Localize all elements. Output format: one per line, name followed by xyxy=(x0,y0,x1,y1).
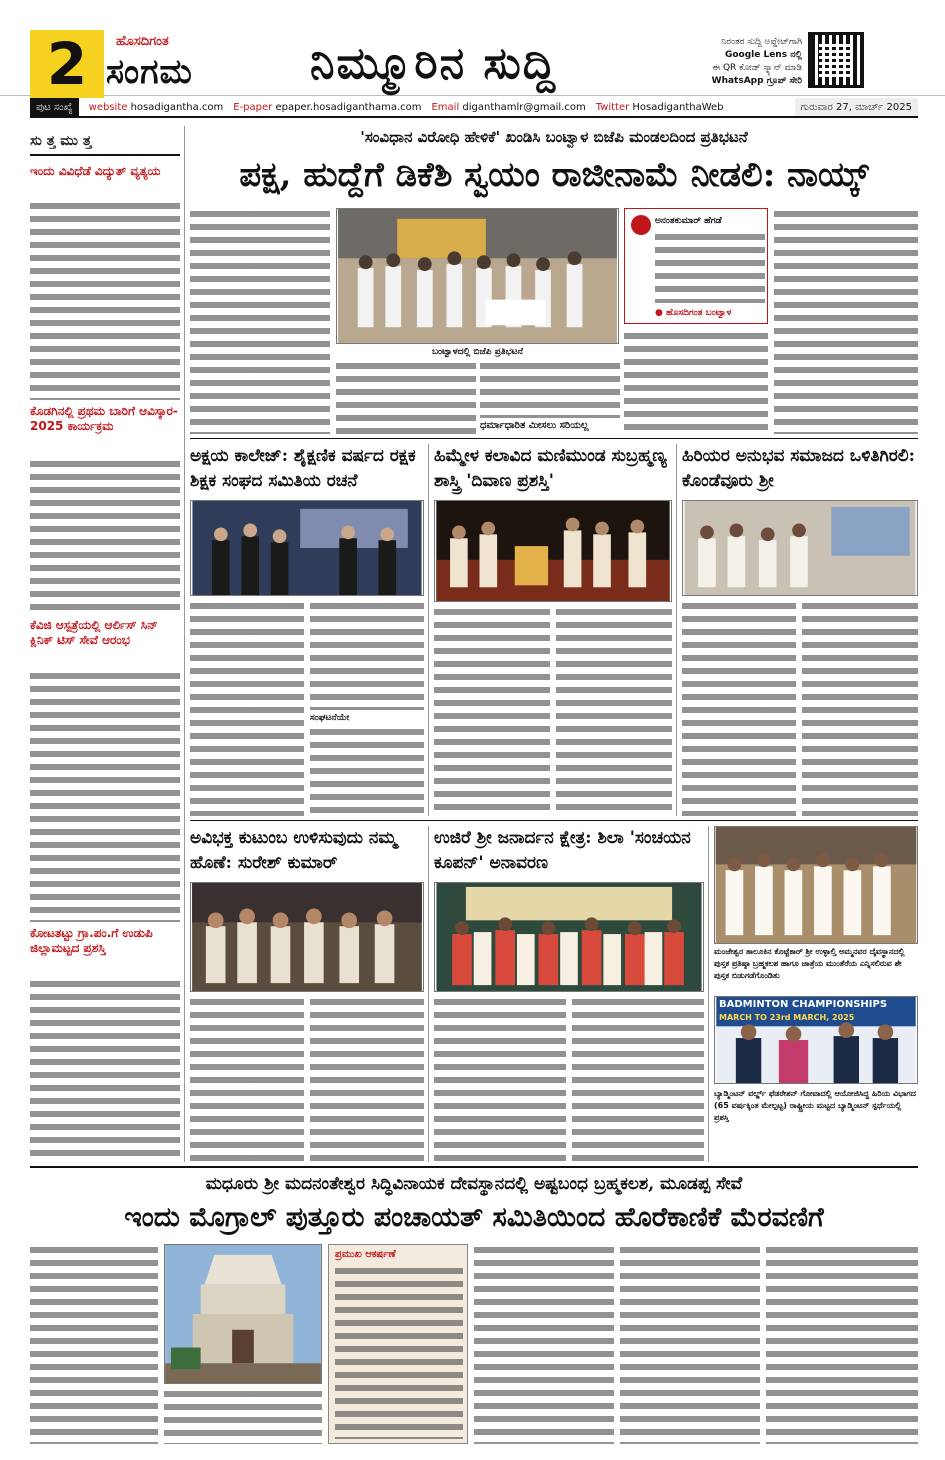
banner-dates: MARCH TO 23rd MARCH, 2025 xyxy=(719,1013,855,1022)
quote-byline: ● ಹೊಸದಿಗಂತ ಬಂಟ್ವಾಳ xyxy=(655,308,732,318)
row2-divider-1 xyxy=(428,444,429,816)
row2-story1-photo xyxy=(190,500,424,596)
lead-body-col-4 xyxy=(624,330,768,434)
twitter-label: Twitter xyxy=(595,102,630,113)
bottom-body-col-2 xyxy=(164,1388,322,1444)
quote-icon xyxy=(631,215,651,235)
left-story-3-body xyxy=(30,670,180,922)
row3-divider-1 xyxy=(428,826,429,1162)
lead-headline: ಪಕ್ಷ, ಹುದ್ದೆಗೆ ಡಿಕೆಶಿ ಸ್ವಯಂ ರಾಜೀನಾಮೆ ನೀಡಲಿ: ನಾಯ್ಕ್ xyxy=(239,155,869,195)
website-label: website xyxy=(88,102,128,113)
lead-subhead: ಧರ್ಮಾಧಾರಿತ ಮೀಸಲು ಸರಿಯಲ್ಲ xyxy=(480,420,589,431)
bottom-body-col-4 xyxy=(620,1244,760,1444)
row2-story3-photo xyxy=(682,500,918,596)
qr-instructions xyxy=(668,36,802,88)
row2-divider-2 xyxy=(676,444,677,816)
row2-story1-body-c xyxy=(310,726,424,816)
row3-story3-caption: ಮಂಜೇಶ್ವರ ತಾಲೂಕಿನ ಕೊಟ್ಟೆಕಾರ್ ಶ್ರೀ ಉಳ್ಳಾಲ್ತಿ ಅಮ್ಮನವರ ದೈವಸ್ಥಾನದಲ್ಲಿ ಪುಸ್ತಕ ಪ್ರತಿಷ್ಠಾ ಬ್ರಹ್ಮಕಲಶ ಹಾಗೂ ಜಾತ್ರೆಯ ಮುಂತೆರೆಯ ಎನ್ನಿಸಲಿರುವ ಶೇ ಪುಸ್ತಕ ಬಿಡುಗಡೆಗೊಂಡಿತು xyxy=(714,947,905,980)
attraction-box xyxy=(328,1244,468,1444)
protest-photo-image xyxy=(337,209,618,343)
book-release-image xyxy=(715,827,917,943)
epaper-link[interactable]: epaper.hosadiganthama.com xyxy=(275,102,422,113)
row3-story3-photo xyxy=(714,826,918,944)
row2-bottom-divider xyxy=(190,820,918,821)
left-story-1-body xyxy=(30,200,180,400)
lead-divider xyxy=(190,438,918,439)
email-link[interactable]: diganthamlr@gmail.com xyxy=(462,102,586,113)
row2-story2-title: ಹಿಮ್ಮೇಳ ಕಲಾವಿದ ಮಣಿಮುಂಡ ಸುಬ್ರಹ್ಮಣ್ಯ ಶಾಸ್ತ್ರಿ 'ದಿವಾಣ ಪ್ರಶಸ್ತಿ' xyxy=(434,446,667,491)
seminar-image xyxy=(683,501,917,595)
attraction-box-body xyxy=(335,1265,463,1439)
row3-story1-title: ಅವಿಭಕ್ತ ಕುಟುಂಬ ಉಳಿಸುವುದು ನಮ್ಮ ಹೊಣೆ: ಸುರೇಶ್ ಕುಮಾರ್ xyxy=(190,828,397,873)
bottom-body-col-1 xyxy=(30,1244,158,1444)
epaper-info xyxy=(233,98,421,116)
quote-text xyxy=(655,231,765,303)
college-event-image xyxy=(191,501,423,595)
row2-story3-body-b xyxy=(802,600,918,816)
website-info xyxy=(89,98,224,116)
left-story-2-body xyxy=(30,458,180,614)
row3-story1-body-a xyxy=(190,996,304,1162)
column-logo: ಸು ತ್ತ ಮು ತ್ತ xyxy=(30,126,180,156)
coupon-release-image xyxy=(435,883,703,991)
left-story-1-title: ಇಂದು ವಿವಿಧೆಡೆ ವಿದ್ಯುತ್ ವ್ಯತ್ಯಯ xyxy=(30,164,161,178)
left-story-3-title: ಕೆವಿಜಿ ಆಸ್ಪತ್ರೆಯಲ್ಲಿ ಆರ್ಲಿಸ್ ಸಿನ್ ಕ್ಲಿನಿಕ್ ಟಿಸ್ ಸೇವೆ ಆರಂಭ xyxy=(30,618,158,647)
brand-small-title: ಹೊಸದಿಗಂತ xyxy=(116,34,169,49)
lead-kicker: 'ಸಂವಿಧಾನ ವಿರೋಧಿ ಹೇಳಿಕೆ' ಖಂಡಿಸಿ ಬಂಟ್ವಾಳ ಬಿಜೆಪಿ ಮಂಡಲದಿಂದ ಪ್ರತಿಭಟನೆ xyxy=(360,128,748,146)
lead-photo xyxy=(336,208,619,344)
temple-photo xyxy=(164,1244,322,1384)
row3-story2-body-a xyxy=(434,996,566,1162)
row2-story3-title: ಹಿರಿಯರ ಅನುಭವ ಸಮಾಜದ ಒಳಿತಿಗಿರಲಿ: ಕೊಂಡೆವೂರು ಶ್ರೀ xyxy=(682,446,915,491)
family-event-image xyxy=(191,883,423,991)
bottom-headline: ಇಂದು ಮೊಗ್ರಾಲ್ ಪುತ್ತೂರು ಪಂಚಾಯತ್ ಸಮಿತಿಯಿಂದ ಹೊರೆಕಾಣಿಕೆ ಮೆರವಣಿಗೆ xyxy=(124,1202,824,1233)
bottom-body-col-3 xyxy=(474,1244,614,1444)
row3-story4-caption: ಬ್ಯಾಡ್ಮಿಂಟನ್ ವರ್ಲ್ಡ್ ಫೆಡರೇಶನ್ ಗೋವಾದಲ್ಲಿ ಆಯೋಜಿಸಿದ್ದ ಹಿರಿಯ ವಿಭಾಗದ (65 ವರ್ಷಕ್ಕಿಂತ ಮೇಲ್ಪಟ್ಟ) ರಾಷ್ಟ್ರೀಯ ಮಟ್ಟದ ಬ್ಯಾಡ್ಮಿಂಟನ್ ಸ್ಪರ್ಧೆಯಲ್ಲಿ ಪ್ರಶಸ್ತಿ xyxy=(714,1089,916,1122)
row2-story2-photo xyxy=(434,500,672,602)
twitter-link[interactable]: HosadiganthaWeb xyxy=(632,102,724,113)
row3-divider-2 xyxy=(708,826,709,1162)
website-link[interactable]: hosadigantha.com xyxy=(130,102,224,113)
column-divider xyxy=(184,126,185,1162)
left-story-4-body xyxy=(30,978,180,1162)
info-bar xyxy=(30,98,918,118)
row2-story1-subhead: ಸಂಘಟನೆಯೇ xyxy=(310,713,350,723)
row3-story2-body-b xyxy=(572,996,704,1162)
masthead xyxy=(0,0,945,96)
section-title: ನಿಮ್ಮೂರಿನ ಸುದ್ದಿ xyxy=(310,38,558,89)
bottom-body-col-5 xyxy=(766,1244,918,1444)
brand-title: ಸಂಗಮ xyxy=(106,52,193,92)
row3-story1-body-b xyxy=(310,996,424,1162)
qr-line-1: ನಿರಂತರ ಸುದ್ದಿ ಅಪ್ಡೇಟ್‌ಗಾಗಿ xyxy=(721,37,802,47)
twitter-info xyxy=(596,98,724,116)
banner-title: BADMINTON CHAMPIONSHIPS xyxy=(719,999,888,1010)
lead-quote-box xyxy=(624,208,768,324)
email-info xyxy=(431,98,585,116)
quote-name: ಅನಂತಕುಮಾರ್ ಹೆಗಡೆ xyxy=(655,216,722,226)
row3-story2-title: ಉಜಿರೆ ಶ್ರೀ ಜನಾರ್ದನ ಕ್ಷೇತ್ರ: ಶಿಲಾ 'ಸಂಚಯನ ಕೂಪನ್' ಅನಾವರಣ xyxy=(434,828,691,873)
qr-line-4: WhatsApp ಗ್ರೂಪ್ ಸೇರಿ xyxy=(711,76,802,86)
lead-photo-caption: ಬಂಟ್ವಾಳದಲ್ಲಿ ಬಿಜೆಪಿ ಪ್ರತಿಭಟನೆ xyxy=(431,347,524,357)
row2-story1-body-a xyxy=(190,600,304,816)
attraction-box-title: ಪ್ರಮುಖ ಆಕರ್ಷಣೆ xyxy=(335,1249,396,1260)
lead-body-col-2 xyxy=(336,360,476,434)
award-stage-image xyxy=(435,501,671,601)
row2-story1-title: ಅಕ್ಷಯ ಕಾಲೇಜ್: ಶೈಕ್ಷಣಿಕ ವರ್ಷದ ರಕ್ಷಕ ಶಿಕ್ಷಕ ಸಂಘದ ಸಮಿತಿಯ ರಚನೆ xyxy=(190,446,416,491)
page-label: ಪುಟ ಸಂಖ್ಯೆ xyxy=(30,98,79,116)
lead-body-col-3 xyxy=(480,360,620,418)
row3-story1-photo xyxy=(190,882,424,992)
lead-body-col-5 xyxy=(774,208,918,434)
row2-story2-body-a xyxy=(434,606,550,816)
epaper-label: E-paper xyxy=(233,102,273,113)
left-story-4-title: ಕೋಟತಟ್ಟು ಗ್ರಾ.ಪಂ.ಗೆ ಉಡುಪಿ ಜಿಲ್ಲಾಮಟ್ಟದ ಪ್ರಶಸ್ತಿ xyxy=(30,926,153,955)
bottom-kicker: ಮಧೂರು ಶ್ರೀ ಮದನಂತೇಶ್ವರ ಸಿದ್ಧಿವಿನಾಯಕ ದೇವಸ್ಥಾನದಲ್ಲಿ ಅಷ್ಟಬಂಧ ಬ್ರಹ್ಮಕಲಶ, ಮೂಡಪ್ಪ ಸೇವೆ xyxy=(205,1174,743,1194)
row3-story2-photo xyxy=(434,882,704,992)
row3-story4-photo xyxy=(714,996,918,1084)
row2-story1-body-b xyxy=(310,600,424,710)
left-story-2-title: ಕೊಡಗಿನಲ್ಲಿ ಪ್ರಥಮ ಬಾರಿಗೆ ಆವಿಸ್ಕಾರ- 2025 ಕಾರ್ಯಕ್ರಮ xyxy=(30,404,178,433)
qr-line-3: ಈ QR ಕೋಡ್ ಸ್ಕ್ಯಾನ್ ಮಾಡಿ xyxy=(712,63,802,73)
row2-story2-body-b xyxy=(556,606,672,816)
page-number: 2 xyxy=(30,30,104,98)
temple-gopura-image xyxy=(165,1245,321,1383)
lead-body-col-1 xyxy=(190,208,330,434)
bottom-section-divider xyxy=(30,1166,918,1168)
qr-code-icon[interactable] xyxy=(808,32,864,88)
issue-date: ಗುರುವಾರ 27, ಮಾರ್ಚ್ 2025 xyxy=(795,98,918,116)
qr-line-2: Google Lens ನಲ್ಲಿ xyxy=(724,50,802,60)
row2-story3-body-a xyxy=(682,600,796,816)
email-label: Email xyxy=(431,102,460,113)
